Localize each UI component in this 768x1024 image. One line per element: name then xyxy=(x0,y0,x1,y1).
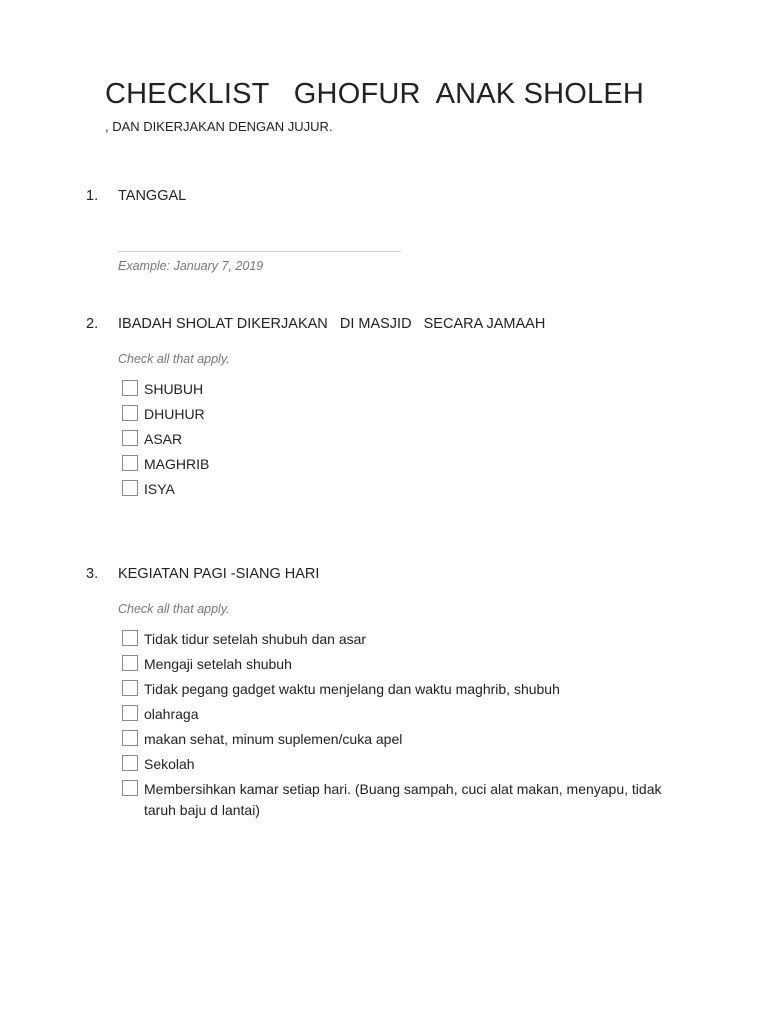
checkbox-option[interactable] xyxy=(122,379,686,404)
question-header xyxy=(86,186,686,206)
checkbox[interactable] xyxy=(122,780,138,796)
option-label xyxy=(122,779,664,821)
question-number: 3. xyxy=(86,566,99,582)
question-number: 1. xyxy=(86,188,99,204)
checkbox-option[interactable] xyxy=(122,754,686,779)
question-number: 2. xyxy=(86,316,99,332)
option-label-text: Membersihkan kamar setiap hari. (Buang sampah, cuci alat makan, menyapu, tidak taruh baju d lantai) xyxy=(144,781,662,818)
checkbox-option[interactable] xyxy=(122,404,686,429)
checkbox-option[interactable] xyxy=(122,704,686,729)
option-label: Tidak pegang gadget waktu menjelang dan waktu maghrib, shubuh xyxy=(144,681,560,697)
checkbox[interactable] xyxy=(122,405,138,421)
checkbox-option[interactable] xyxy=(122,679,686,704)
question-prayers xyxy=(86,314,686,504)
checkbox[interactable] xyxy=(122,655,138,671)
checkbox[interactable] xyxy=(122,455,138,471)
question-header xyxy=(86,314,686,334)
checkbox-list xyxy=(122,379,686,504)
option-label: Mengaji setelah shubuh xyxy=(144,656,292,672)
option-label: DHUHUR xyxy=(144,406,205,422)
checkbox-option[interactable] xyxy=(122,779,686,821)
checkbox-option[interactable] xyxy=(122,454,686,479)
checkbox[interactable] xyxy=(122,730,138,746)
checkbox[interactable] xyxy=(122,680,138,696)
question-label: IBADAH SHOLAT DIKERJAKAN DI MASJID SECARA JAMAAH xyxy=(118,316,546,332)
option-label: makan sehat, minum suplemen/cuka apel xyxy=(144,731,403,747)
question-header xyxy=(86,564,686,584)
option-label: Sekolah xyxy=(144,756,195,772)
checkbox-option[interactable] xyxy=(122,729,686,754)
check-all-hint: Check all that apply. xyxy=(118,602,230,616)
checkbox[interactable] xyxy=(122,480,138,496)
checkbox[interactable] xyxy=(122,380,138,396)
option-label: MAGHRIB xyxy=(144,456,210,472)
question-date xyxy=(86,186,686,273)
date-input-line[interactable] xyxy=(118,250,401,252)
date-example-hint: Example: January 7, 2019 xyxy=(118,259,264,273)
checkbox-option[interactable] xyxy=(122,479,686,504)
checkbox[interactable] xyxy=(122,705,138,721)
question-label: TANGGAL xyxy=(118,188,187,204)
question-activities xyxy=(86,564,686,821)
checkbox[interactable] xyxy=(122,630,138,646)
form-description: , DAN DIKERJAKAN DENGAN JUJUR. xyxy=(105,119,333,134)
checkbox-option[interactable] xyxy=(122,629,686,654)
option-label: olahraga xyxy=(144,706,199,722)
option-label: ISYA xyxy=(144,481,175,497)
option-label: SHUBUH xyxy=(144,381,204,397)
checkbox[interactable] xyxy=(122,755,138,771)
checkbox-list xyxy=(122,629,686,821)
check-all-hint: Check all that apply. xyxy=(118,352,230,366)
option-label: ASAR xyxy=(144,431,183,447)
question-label: KEGIATAN PAGI -SIANG HARI xyxy=(118,566,320,582)
checkbox-option[interactable] xyxy=(122,654,686,679)
option-label: Tidak tidur setelah shubuh dan asar xyxy=(144,631,367,647)
form-title: CHECKLIST GHOFUR ANAK SHOLEH xyxy=(105,78,645,110)
checkbox-option[interactable] xyxy=(122,429,686,454)
checkbox[interactable] xyxy=(122,430,138,446)
